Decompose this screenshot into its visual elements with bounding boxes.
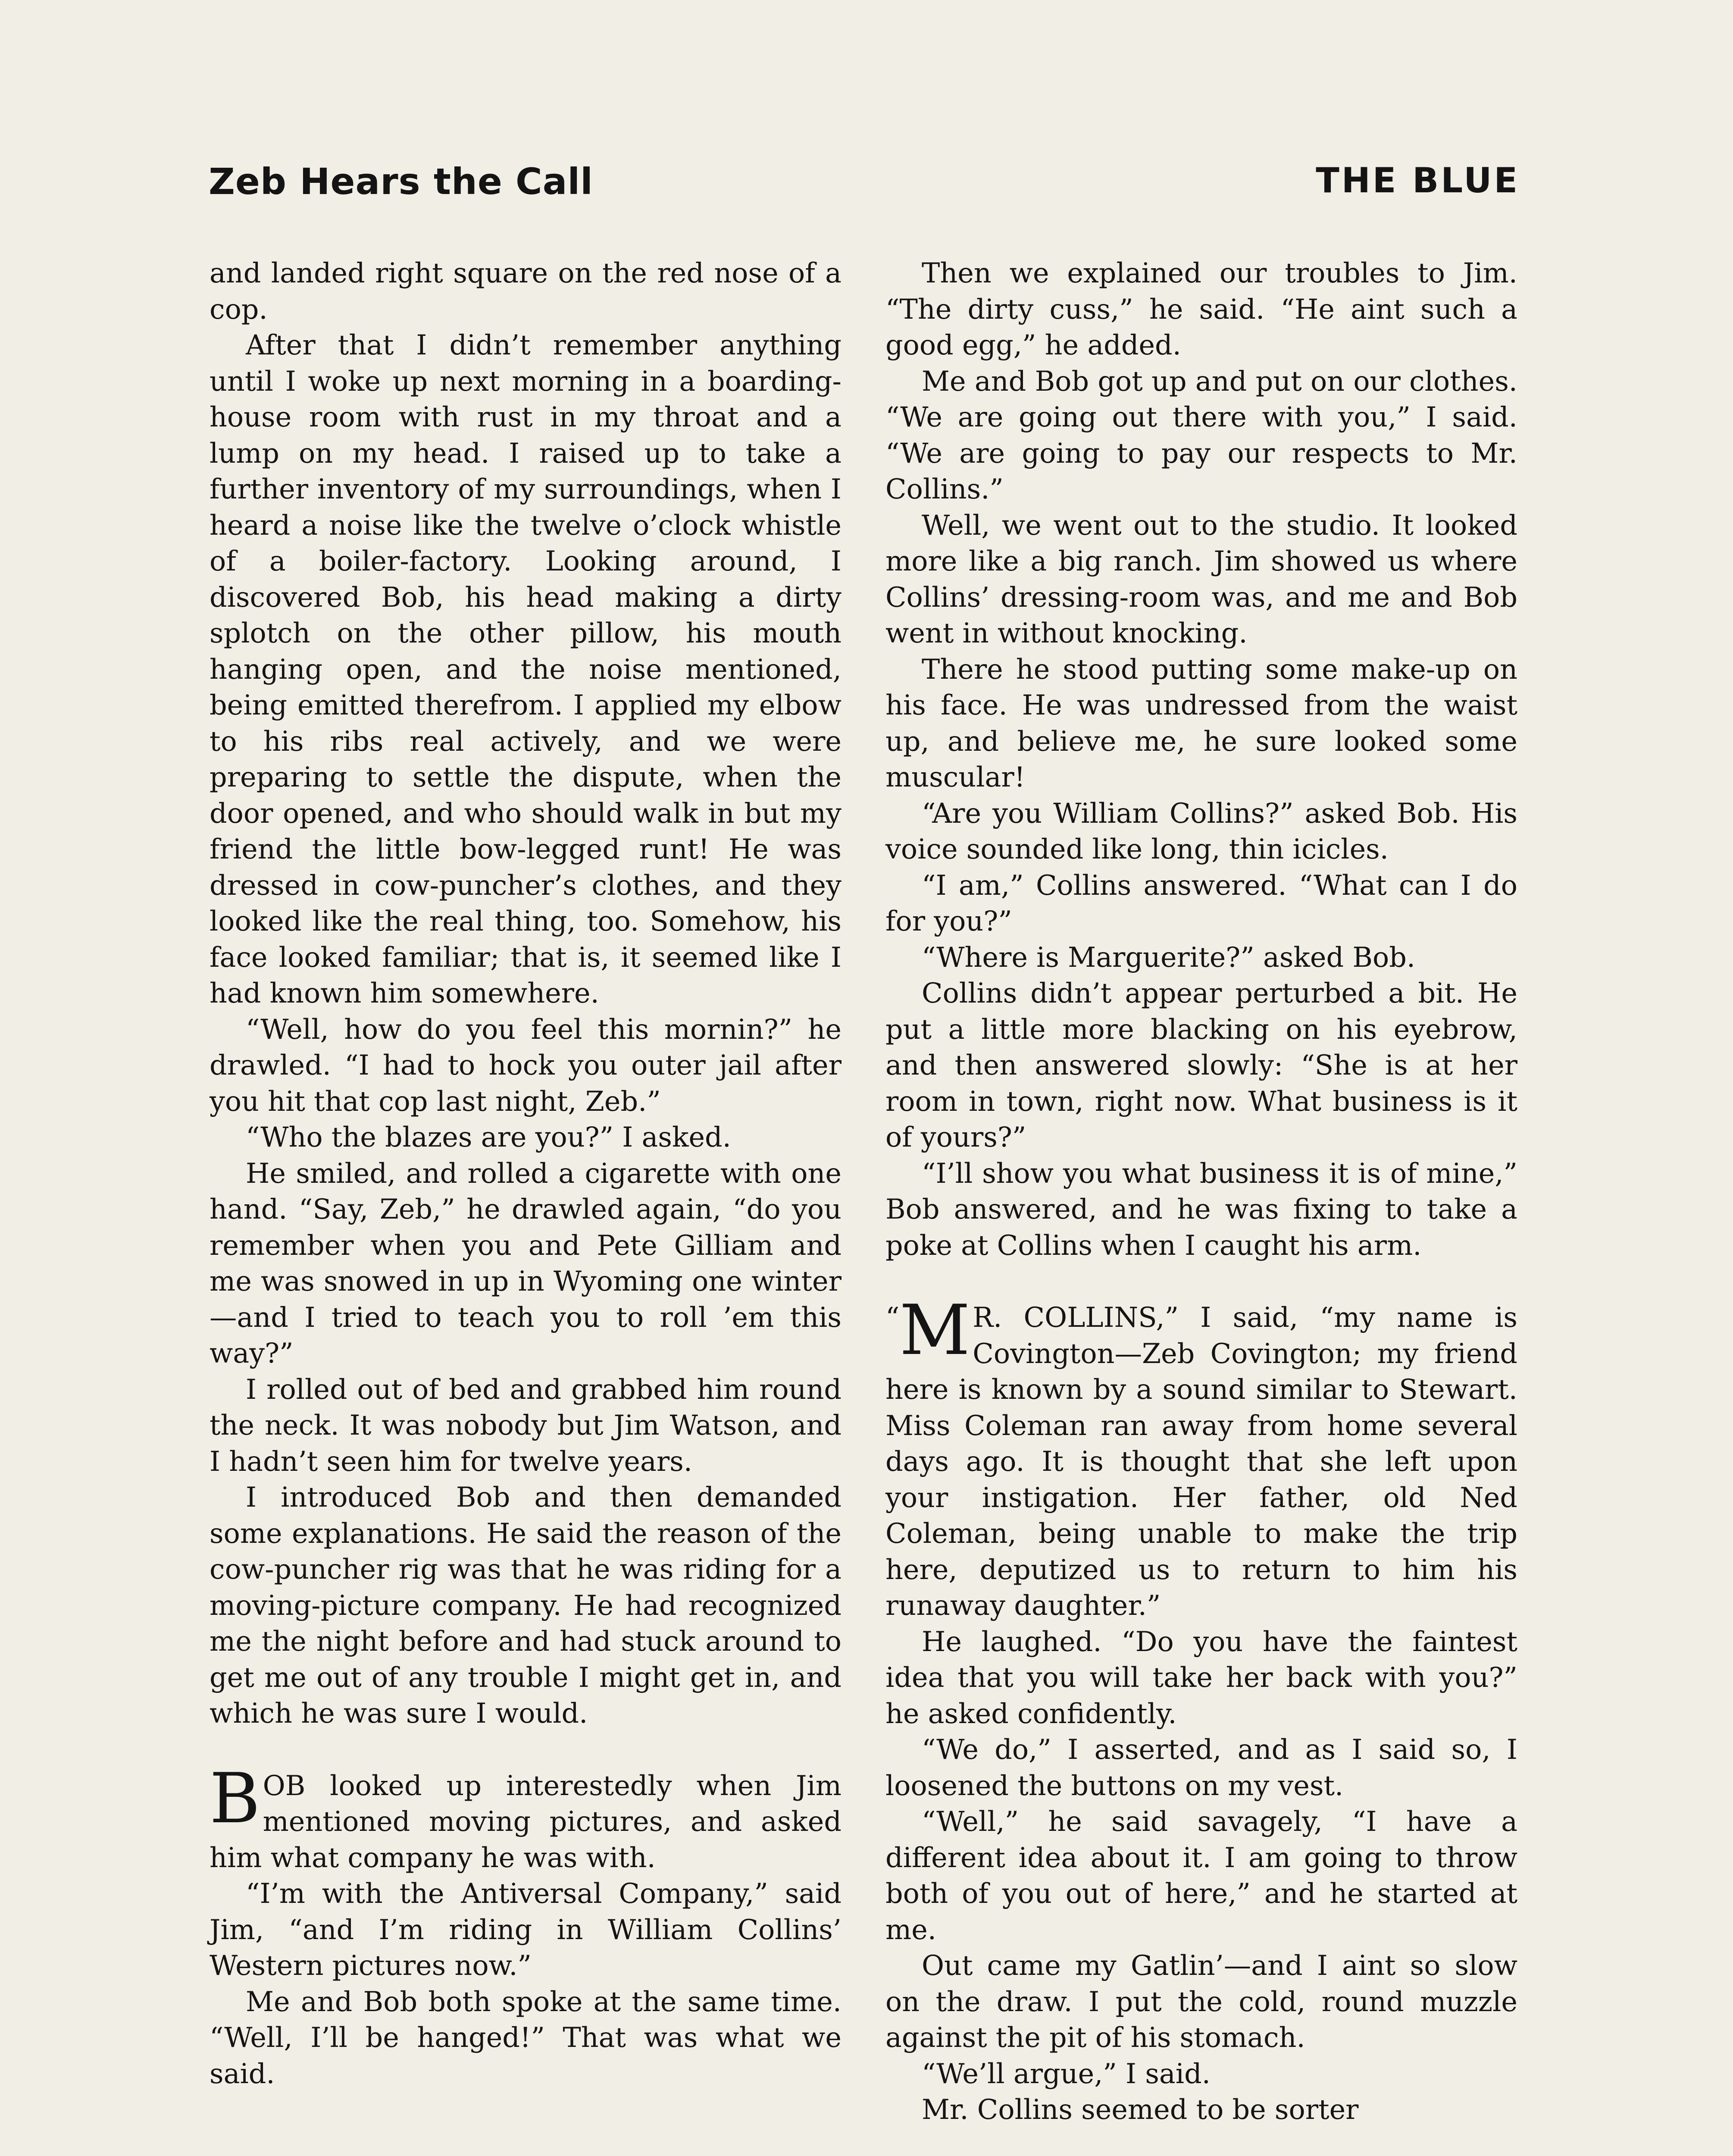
paragraph: “Are you William Collins?” asked Bob. His voice sounded like long, thin icicles. <box>885 797 1517 865</box>
left-column <box>210 255 841 2156</box>
paragraph: Me and Bob got up and put on our clothes. “We are going out there with you,” I said. “We are going to pay our respects to Mr. Collins.” <box>885 365 1517 505</box>
section-opening-paragraph <box>210 1758 841 1876</box>
paragraph: “I’m with the Antiversal Company,” said Jim, “and I’m riding in William Collins’ Western pictures now.” <box>210 1877 841 1981</box>
drop-cap: M <box>899 1290 970 1370</box>
paragraph: Mr. Collins seemed to be sorter <box>922 2093 1359 2125</box>
paragraph: “Who the blazes are you?” I asked. <box>246 1121 731 1153</box>
magazine-title: THE BLUE <box>1316 160 1520 201</box>
paragraph: I introduced Bob and then demanded some explanations. He said the reason of the cow-puncher rig was that he was riding for a moving-picture company. He had recognized me the night before and had stuck around to get me out of any trouble I might get in, and which he was sure I would. <box>210 1481 841 1729</box>
paragraph: “Where is Marguerite?” asked Bob. <box>922 941 1416 973</box>
paragraph: “I’ll show you what business it is of mine,” Bob answered, and he was fixing to take a poke at Collins when I caught his arm. <box>885 1157 1517 1261</box>
paragraph: Well, we went out to the studio. It looked more like a big ranch. Jim showed us where Collins’ dressing-room was, and me and Bob went in without knocking. <box>885 509 1517 649</box>
paragraph: Then we explained our troubles to Jim. “The dirty cuss,” he said. “He aint such a good egg,” he added. <box>885 257 1517 361</box>
paragraph: “I am,” Collins answered. “What can I do for you?” <box>885 869 1517 937</box>
paragraph: “We’ll argue,” I said. <box>922 2057 1211 2090</box>
paragraph: and landed right square on the red nose of a cop. <box>210 257 841 325</box>
paragraph: He laughed. “Do you have the faintest idea that you will take her back with you?” he asked confidently. <box>885 1625 1517 1730</box>
paragraph: Out came my Gatlin’—and I aint so slow on the draw. I put the cold, round muzzle against the pit of his stomach. <box>885 1949 1517 2053</box>
paragraph: “We do,” I asserted, and as I said so, I loosened the buttons on my vest. <box>885 1733 1517 1802</box>
paragraph: There he stood putting some make-up on his face. He was undressed from the waist up, and believe me, he sure looked some muscular! <box>885 653 1517 793</box>
right-column <box>885 255 1517 2156</box>
opening-quote: “ <box>885 1301 900 1333</box>
section-opening-text: OB looked up interestedly when Jim mentioned moving pictures, and asked him what company he was with. <box>210 1769 841 1874</box>
paragraph: “Well,” he said savagely, “I have a different idea about it. I am going to throw both of you out of here,” and he started at me. <box>885 1805 1517 1946</box>
section-opening-paragraph <box>885 1290 1517 1624</box>
section-opening-text: R. COLLINS,” I said, “my name is Covington—Zeb Covington; my friend here is known by a sound similar to Stewart. Miss Coleman ran away from home several days ago. It is thought that she left upon your instigation. Her father, old Ned Coleman, being unable to make the trip here, deputized us to return to him his runaway daughter.” <box>885 1301 1517 1621</box>
paragraph: “Well, how do you feel this mornin?” he drawled. “I had to hock you outer jail after you hit that cop last night, Zeb.” <box>210 1013 841 1117</box>
paragraph: Me and Bob both spoke at the same time. “Well, I’ll be hanged!” That was what we said. <box>210 1985 841 2090</box>
paragraph: Collins didn’t appear perturbed a bit. He put a little more blacking on his eyebrow, and then answered slowly: “She is at her room in town, right now. What business is it of yours?” <box>885 977 1517 1153</box>
page-header <box>209 160 1520 212</box>
paragraph: After that I didn’t remember anything until I woke up next morning in a boarding-house room with rust in my throat and a lump on my head. I raised up to take a further inventory of my surroundings, when I heard a noise like the twelve o’clock whistle of a boiler-factory. Looking around, I discovered Bob, his head making a dirty splotch on the other pillow, his mouth hanging open, and the noise mentioned, being emitted therefrom. I applied my elbow to his ribs real actively, and we were preparing to settle the dispute, when the door opened, and who should walk in but my friend the little bow-legged runt! He was dressed in cow-puncher’s clothes, and they looked like the real thing, too. Somehow, his face looked familiar; that is, it seemed like I had known him somewhere. <box>210 329 841 1009</box>
paragraph: He smiled, and rolled a cigarette with one hand. “Say, Zeb,” he drawled again, “do you remember when you and Pete Gilliam and me was snowed in up in Wyoming one winter—and I tried to teach you to roll ’em this way?” <box>210 1157 841 1369</box>
running-title: Zeb Hears the Call <box>209 160 593 203</box>
drop-cap: B <box>210 1758 260 1839</box>
paragraph: I rolled out of bed and grabbed him round the neck. It was nobody but Jim Watson, and I hadn’t seen him for twelve years. <box>210 1373 841 1477</box>
